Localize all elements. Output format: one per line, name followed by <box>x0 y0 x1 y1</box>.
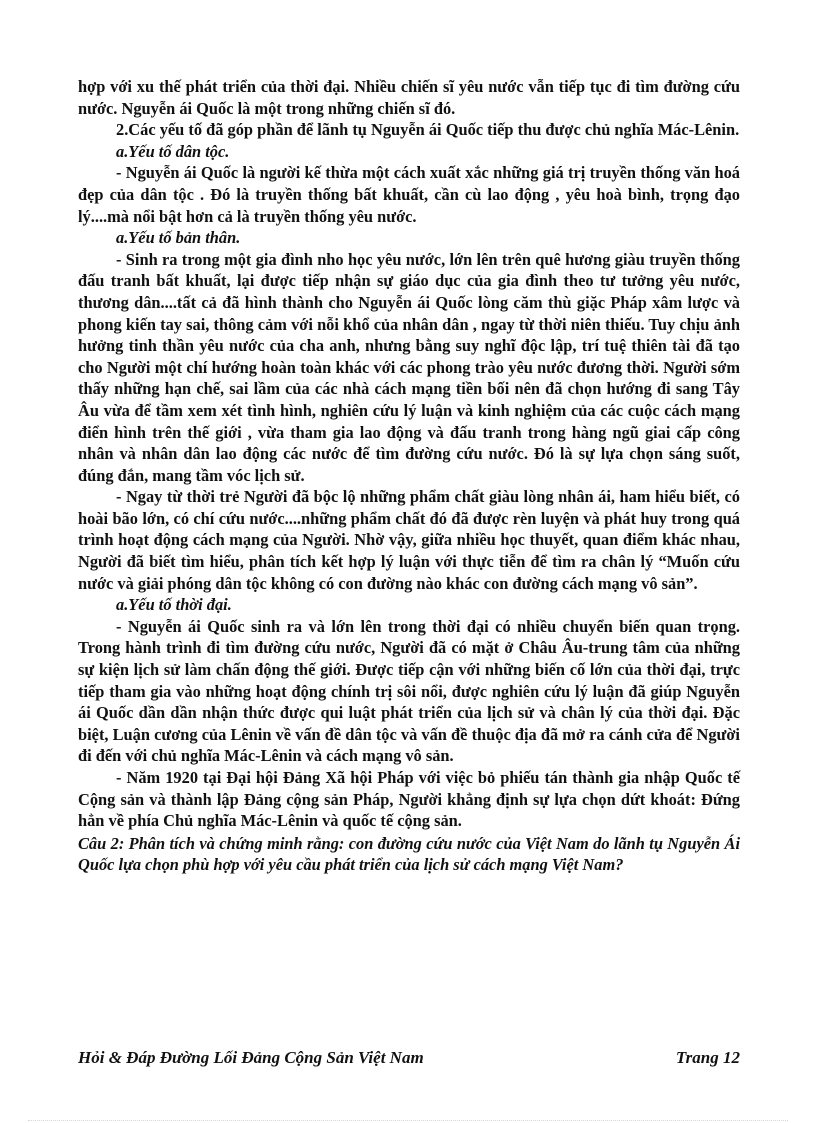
section-heading: 2.Các yếu tố đã góp phần để lãnh tụ Nguyễn ái Quốc tiếp thu được chủ nghĩa Mác-Lênin. <box>116 120 740 140</box>
paragraph-intro: hợp với xu thế phát triển của thời đại. Nhiều chiến sĩ yêu nước vẫn tiếp tục đi tìm đường cứu nước. Nguyễn ái Quốc là một trong những chiến sĩ đó. <box>78 77 740 118</box>
question-2: Câu 2: Phân tích và chứng minh rằng: con đường cứu nước của Việt Nam do lãnh tụ Nguyễn Ái Quốc lựa chọn phù hợp với yêu cầu phát triển của lịch sử cách mạng Việt Nam? <box>78 833 740 875</box>
page-footer <box>78 1048 740 1068</box>
page-edge-divider <box>28 1120 788 1121</box>
paragraph-national-factor: - Nguyễn ái Quốc là người kế thừa một cách xuất xắc những giá trị truyền thống văn hoá đẹp của dân tộc . Đó là truyền thống bất khuất, cần cù lao động , yêu hoà bình, trọng đạo lý....mà nổi bật hơn cả là truyền thống yêu nước. <box>78 163 740 226</box>
subheading-personal-factor: a.Yếu tố bản thân. <box>116 228 241 248</box>
paragraph-era-factor-2: - Năm 1920 tại Đại hội Đảng Xã hội Pháp với việc bỏ phiếu tán thành gia nhập Quốc tế Cộng sản và thành lập Đảng cộng sản Pháp, Người khẳng định sự lựa chọn dứt khoát: Đứng hẳn về phía Chủ nghĩa Mác-Lênin và quốc tế cộng sản. <box>78 768 740 831</box>
subheading-era-factor: a.Yếu tố thời đại. <box>116 595 232 615</box>
paragraph-era-factor-1: - Nguyễn ái Quốc sinh ra và lớn lên trong thời đại có nhiều chuyển biến quan trọng. Trong hành trình đi tìm đường cứu nước, Người đã có mặt ở Châu Âu-trung tâm của những sự kiện lịch sử làm chấn động thế giới. Được tiếp cận với những biến cố lớn của thời đại, trực tiếp tham gia vào những hoạt động chính trị sôi nổi, được nghiên cứu lý luận đã giúp Nguyễn ái Quốc dần dần nhận thức được qui luật phát triển của lịch sử và chân lý của thời đại. Đặc biệt, Luận cương của Lênin về vấn đề dân tộc và vấn đề thuộc địa đã mở ra cánh cửa để Người đi đến với chủ nghĩa Mác-Lênin và cách mạng vô sản. <box>78 616 740 766</box>
paragraph-personal-factor-2: - Ngay từ thời trẻ Người đã bộc lộ những phẩm chất giàu lòng nhân ái, ham hiểu biết, có hoài bão lớn, có chí cứu nước....những phẩm chất đó đã được rèn luyện và phát huy trong quá trình hoạt động cách mạng của Người. Nhờ vậy, giữa nhiều học thuyết, quan điểm khác nhau, Người đã biết tìm hiểu, phân tích kết hợp lý luận với thực tiễn để tìm ra chân lý “Muốn cứu nước và giải phóng dân tộc không có con đường nào khác con đường cách mạng vô sản”. <box>78 487 740 593</box>
subheading-national-factor: a.Yếu tố dân tộc. <box>116 141 230 161</box>
page-number: Trang 12 <box>675 1048 740 1067</box>
document-body <box>78 76 740 876</box>
footer-title: Hỏi & Đáp Đường Lối Đảng Cộng Sản Việt Nam <box>78 1048 424 1067</box>
paragraph-personal-factor-1: - Sinh ra trong một gia đình nho học yêu nước, lớn lên trên quê hương giàu truyền thống đấu tranh bất khuất, lại được tiếp nhận sự giáo dục của gia đình theo tư tưởng yêu nước, thương dân....tất cả đã hình thành cho Nguyễn ái Quốc lòng căm thù giặc Pháp xâm lược và phong kiến tay sai, thông cảm với nỗi khổ của nhân dân , ngay từ thời niên thiếu. Tuy chịu ảnh hưởng tinh thần yêu nước của cha anh, nhưng bằng suy nghĩ độc lập, trí tuệ thiên tài đã tạo cho Người một chí hướng hoàn toàn khác với các phong trào yêu nước đương thời. Người sớm thấy những hạn chế, sai lầm của các nhà cách mạng tiền bối nên đã chọn hướng đi sang Tây Âu vừa để tầm xem xét tình hình, nghiên cứu lý luận và kinh nghiệm của các cuộc cách mạng điển hình trên thế giới , vừa tham gia lao động và đấu tranh trong hàng ngũ giai cấp công nhân và nhân dân lao động các nước để tìm đường cứu nước. Đó là sự lựa chọn sáng suốt, đúng đắn, mang tầm vóc lịch sử. <box>78 249 740 485</box>
